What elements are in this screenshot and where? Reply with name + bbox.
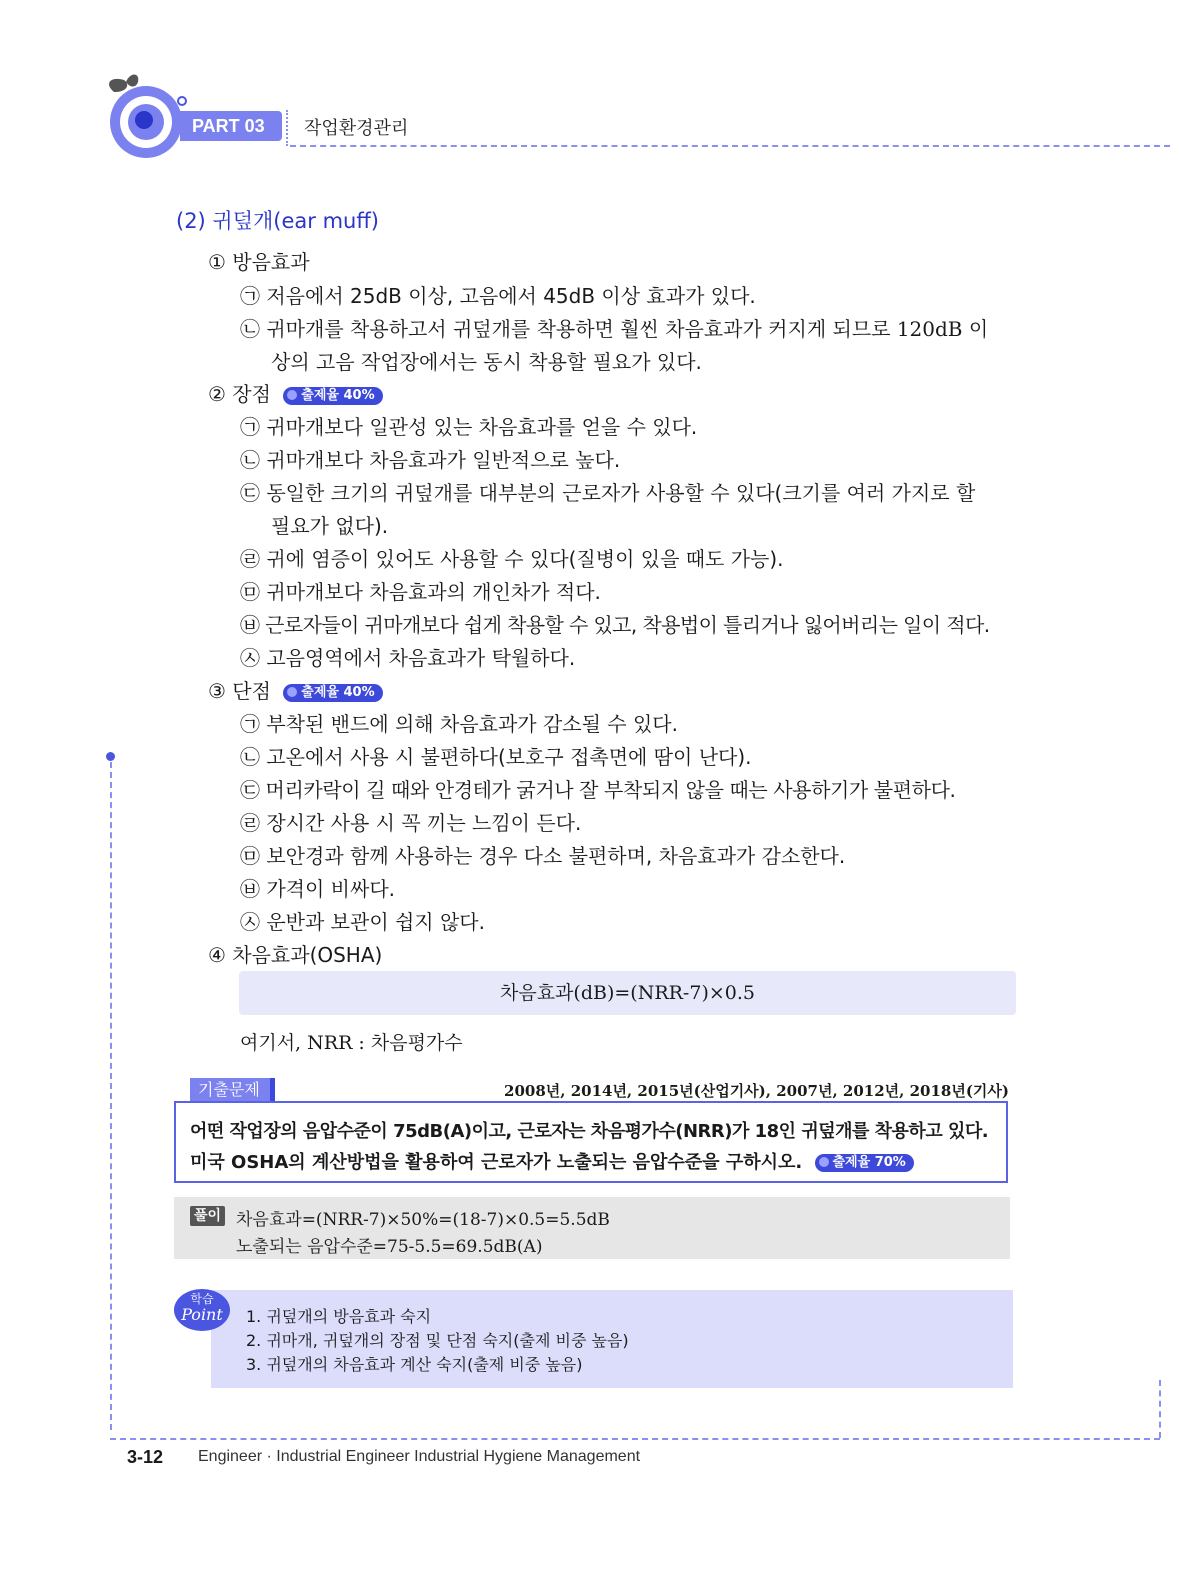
learning-point-item: 1. 귀덮개의 방음효과 숙지 — [246, 1307, 432, 1326]
margin-dot — [106, 752, 115, 761]
list-item: ㉠ 귀마개보다 일관성 있는 차음효과를 얻을 수 있다. — [240, 415, 698, 439]
list-item-continued: 필요가 없다). — [271, 514, 389, 538]
learning-point-item: 3. 귀덮개의 차음효과 계산 숙지(출제 비중 높음) — [246, 1355, 583, 1374]
question-years: 2008년, 2014년, 2015년(산업기사), 2007년, 2012년, 2018년(기사) — [504, 1082, 1009, 1100]
page-number: 3-12 — [127, 1447, 164, 1467]
list-item: ㉤ 보안경과 함께 사용하는 경우 다소 불편하며, 차음효과가 감소한다. — [240, 844, 846, 868]
list-item: ㉥ 가격이 비싸다. — [240, 877, 395, 901]
question-line: 어떤 작업장의 음압수준이 75dB(A)이고, 근로자는 차음평가수(NRR)가 18인 귀덮개를 착용하고 있다. — [190, 1121, 989, 1142]
item-label: ③ 단점 — [208, 679, 271, 703]
item-heading-2 — [208, 378, 383, 407]
list-item: ㉤ 귀마개보다 차음효과의 개인차가 적다. — [240, 580, 601, 604]
item-heading-4: ④ 차음효과(OSHA) — [208, 943, 383, 967]
chapter-title: 작업환경관리 — [304, 118, 409, 139]
frequency-badge: 출제율 70% — [815, 1154, 914, 1172]
solution-line: 차음효과=(NRR-7)×50%=(18-7)×0.5=5.5dB — [236, 1210, 610, 1230]
list-item: ㉡ 고온에서 사용 시 불편하다(보호구 접촉면에 땀이 난다). — [240, 745, 752, 769]
item-heading-1: ① 방음효과 — [208, 250, 310, 274]
question-text: 미국 OSHA의 계산방법을 활용하여 근로자가 노출되는 음압수준을 구하시오. — [190, 1152, 803, 1173]
section-title: (2) 귀덮개(ear muff) — [176, 209, 379, 233]
list-item: ㉡ 귀마개를 착용하고서 귀덮개를 착용하면 훨씬 차음효과가 커지게 되므로 120dB 이 — [240, 317, 989, 341]
left-dashed-rule — [110, 762, 112, 1430]
question-tag: 기출문제 — [190, 1078, 275, 1101]
right-dashed-rule — [1159, 1380, 1161, 1438]
list-item: ㉠ 부착된 밴드에 의해 차음효과가 감소될 수 있다. — [240, 712, 678, 736]
item-heading-3 — [208, 675, 383, 704]
footer-text: Engineer · Industrial Engineer Industrial Hygiene Management — [198, 1448, 641, 1465]
header-divider — [286, 110, 288, 146]
learning-point-item: 2. 귀마개, 귀덮개의 장점 및 단점 숙지(출제 비중 높음) — [246, 1331, 629, 1350]
item-label: ② 장점 — [208, 382, 271, 406]
list-item: ㉣ 귀에 염증이 있어도 사용할 수 있다(질병이 있을 때도 가능). — [240, 547, 784, 571]
part-label: PART 03 — [180, 111, 282, 141]
list-item: ㉢ 동일한 크기의 귀덮개를 대부분의 근로자가 사용할 수 있다(크기를 여러 가지로 할 — [240, 481, 976, 505]
frequency-badge: 출제율 40% — [283, 684, 382, 702]
list-item: ㉦ 고음영역에서 차음효과가 탁월하다. — [240, 646, 576, 670]
list-item: ㉡ 귀마개보다 차음효과가 일반적으로 높다. — [240, 448, 621, 472]
list-item: ㉢ 머리카락이 길 때와 안경테가 굵거나 잘 부착되지 않을 때는 사용하기가 불편하다. — [240, 778, 956, 802]
learning-point-icon: 학습 Point — [174, 1289, 230, 1331]
formula-box: 차음효과(dB)=(NRR-7)×0.5 — [239, 971, 1016, 1015]
list-item: ㉠ 저음에서 25dB 이상, 고음에서 45dB 이상 효과가 있다. — [240, 284, 756, 308]
solution-line: 노출되는 음압수준=75-5.5=69.5dB(A) — [236, 1237, 543, 1257]
list-item-continued: 상의 고음 작업장에서는 동시 착용할 필요가 있다. — [271, 350, 702, 374]
formula-note: 여기서, NRR : 차음평가수 — [240, 1032, 463, 1054]
solution-tag: 풀이 — [190, 1206, 225, 1226]
header-dashed-rule — [290, 145, 1170, 147]
list-item: ㉣ 장시간 사용 시 꼭 끼는 느낌이 든다. — [240, 811, 582, 835]
frequency-badge: 출제율 40% — [283, 387, 382, 405]
list-item: ㉦ 운반과 보관이 쉽지 않다. — [240, 910, 485, 934]
question-line — [190, 1148, 914, 1174]
list-item: ㉥ 근로자들이 귀마개보다 쉽게 착용할 수 있고, 착용법이 틀리거나 잃어버리는 일이 적다. — [240, 613, 990, 637]
bottom-dashed-rule — [110, 1438, 1160, 1440]
